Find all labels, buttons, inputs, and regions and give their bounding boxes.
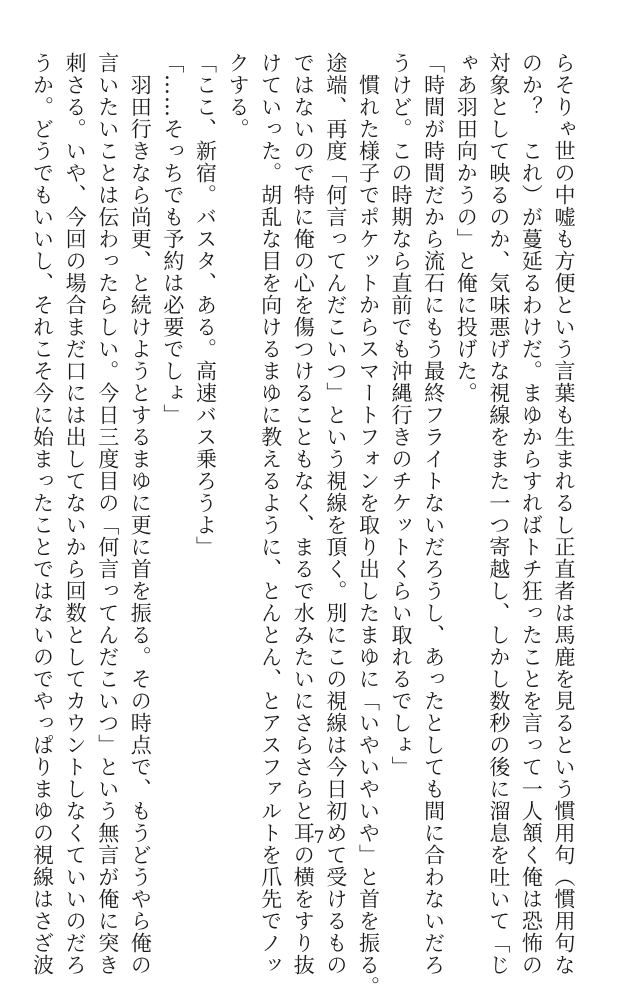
text-line: うけど。この時期なら直前でも沖縄行きのチケットくらい取れるでしょ」 [389,52,414,778]
vertical-text-body [26,52,580,998]
page-number: 7 [313,828,325,848]
text-line: 対象として映るのか、気味悪げな視線をまた一つ寄越し、しかし数秒の後に溜息を吐いて「じ [486,52,511,976]
text-line: けていった。胡乱な目を向けるまゆに教えるように、とんとん、とアスファルトを爪先でノッ [258,52,283,976]
text-line: 言いたいことは伝わったらしい。今日三度目の「何言ってんだこいつ」という無言が俺に突き [95,52,120,976]
text-line: 刺さる。いや、今回の場合まだ口には出してないから回数としてカウントしなくていいのだろ [63,52,88,976]
text-line: 「時間が時間だから流石にもう最終フライトないだろうし、あったとしても間に合わないだろ [421,52,446,976]
text-line: のか？ これ）が蔓延るわけだ。まゆからすればトチ狂ったことを言って一人頷く俺は恐怖の [519,52,544,976]
text-line: 「……そっちでも予約は必要でしょ」 [160,52,185,426]
text-line: 慣れた様子でポケットからスマートフォンを取り出したまゆに「いやいやいや」と首を振る。 [356,52,381,998]
text-line: らそりゃ世の中嘘も方便という言葉も生まれるし正直者は馬鹿を見るという慣用句（慣用句な [552,52,576,976]
text-line: 羽田行きなら尚更、と続けようとするまゆに更に首を振る。その時点で、もうどうやら俺の [128,52,153,976]
text-line: クする。 [226,52,251,140]
text-line: 途端、再度「何言ってんだこいつ」という視線を頂く。別にこの視線は今日初めて受けるもの [323,52,348,976]
text-line: ゃあ羽田向かうの」と俺に投げた。 [454,52,479,404]
text-line: ではないので特に俺の心を傷つけることもなく、まるで水みたいにさらさらと耳の横をすり抜 [291,52,316,976]
text-line: 「ここ、新宿。バスタ、ある。高速バス乗ろうよ」 [193,52,218,558]
text-line: うか。どうでもいいし、それこそ今に始まったことではないのでやっぱりまゆの視線はさざ波 [30,52,55,976]
